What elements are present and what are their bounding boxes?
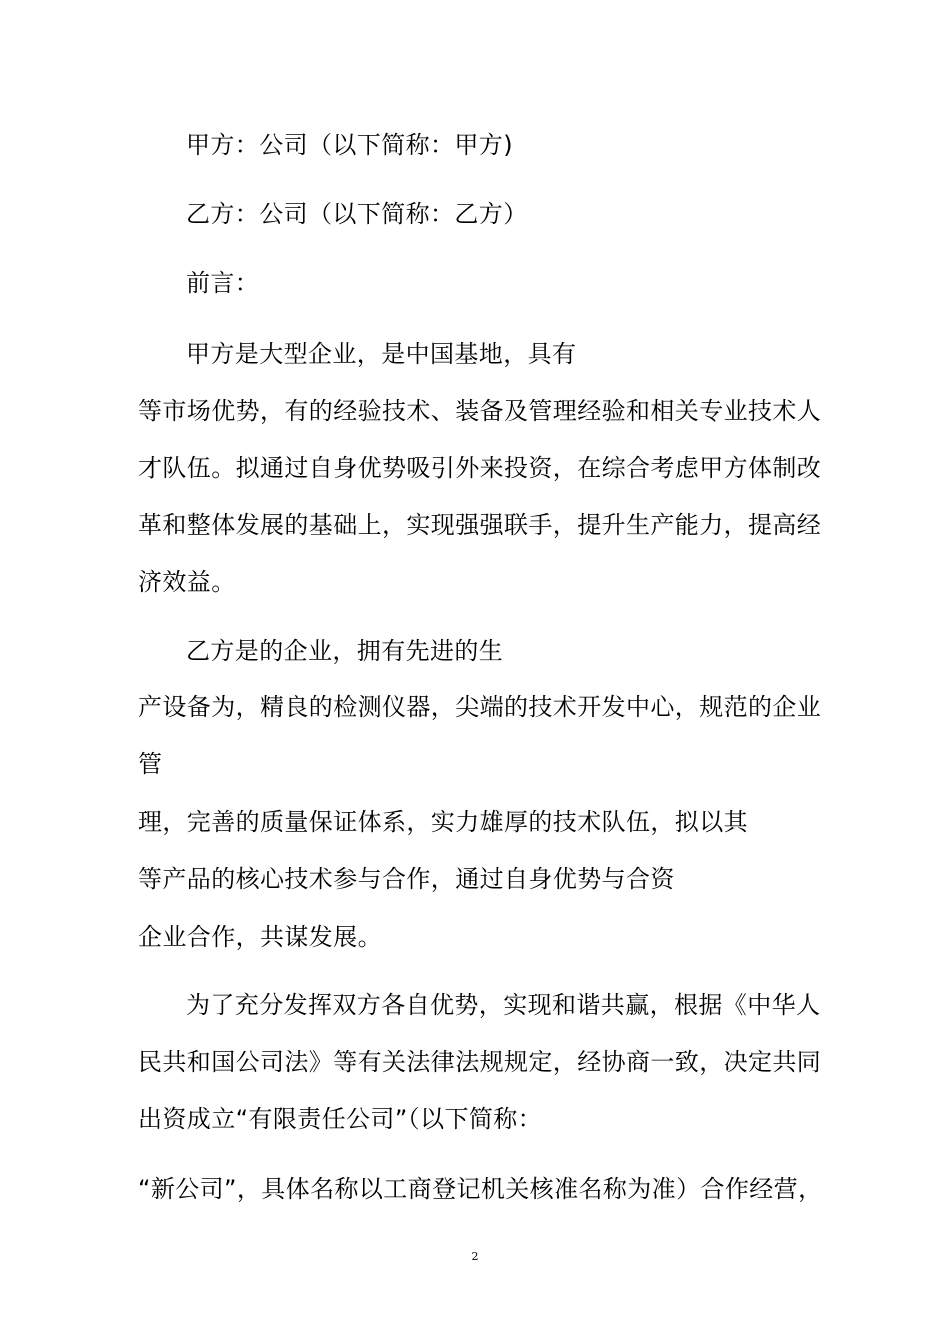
paragraph-line: 管 (138, 750, 163, 778)
paragraph-line: 才队伍。拟通过自身优势吸引外来投资，在综合考虑甲方体制改 (138, 454, 822, 482)
party-a-line: 甲方：公司（以下简称：甲方) (186, 131, 513, 159)
paragraph-line: 等产品的核心技术参与合作，通过自身优势与合资 (138, 865, 675, 893)
paragraph-line: 为了充分发挥双方各自优势，实现和谐共赢，根据《中华人 (186, 991, 821, 1019)
preface-heading: 前言： (186, 269, 260, 297)
page-number: 2 (471, 1250, 479, 1263)
paragraph-line: 民共和国公司法》等有关法律法规规定，经协商一致，决定共同 (138, 1048, 822, 1076)
paragraph-line: 等市场优势，有的经验技术、装备及管理经验和相关专业技术人 (138, 397, 822, 425)
paragraph-line: 理，完善的质量保证体系，实力雄厚的技术队伍，拟以其 (138, 808, 748, 836)
paragraph-line: “新公司”，具体名称以工商登记机关核准名称为准）合作经营， (138, 1175, 823, 1203)
party-b-line: 乙方：公司（以下简称：乙方） (186, 200, 528, 228)
paragraph-line: 产设备为，精良的检测仪器，尖端的技术开发中心，规范的企业 (138, 693, 822, 721)
paragraph-line: 企业合作，共谋发展。 (138, 923, 382, 951)
paragraph-line: 革和整体发展的基础上，实现强强联手，提升生产能力，提高经 (138, 511, 822, 539)
paragraph-line: 甲方是大型企业，是中国基地，具有 (186, 340, 577, 368)
paragraph-line: 出资成立“有限责任公司”（以下简称： (138, 1105, 543, 1133)
paragraph-line: 乙方是的企业，拥有先进的生 (186, 637, 504, 665)
paragraph-line: 济效益。 (138, 568, 236, 596)
